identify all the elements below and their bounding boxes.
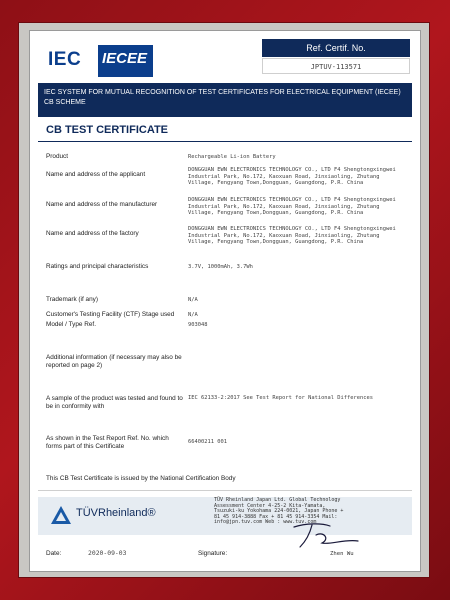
sample-conformity-value: IEC 62133-2:2017 See Test Report for National Differences: [188, 395, 373, 401]
tuv-triangle-icon: [50, 505, 72, 525]
iec-logo-text: IEC: [48, 49, 82, 70]
iec-logo: [40, 41, 150, 75]
certificate-paper: [29, 30, 421, 572]
applicant-value: DONGGUAN EWN ELECTRONICS TECHNOLOGY CO., LTD F4 Shengtongxingwei Industrial Park, No.172, Kaoxuan Road, Jinxiaoling, Zhutang Village, Fengyang Town,Dongguan, Guangdong, P.R. China: [188, 167, 396, 187]
tuv-rheinland-logo: TÜVRheinland®: [76, 507, 156, 519]
iecee-logo-text: IECEE: [102, 50, 148, 67]
date-value: 2020-09-03: [88, 549, 127, 557]
date-label: Date:: [46, 550, 62, 557]
handwritten-signature: [286, 519, 366, 551]
factory-label: Name and address of the factory: [46, 230, 139, 237]
signature-label: Signature:: [198, 550, 228, 557]
issued-by-text: This CB Test Certificate is issued by the National Certification Body: [46, 475, 236, 482]
model-value: 903048: [188, 322, 208, 328]
manufacturer-value: DONGGUAN EWN ELECTRONICS TECHNOLOGY CO., LTD F4 Shengtongxingwei Industrial Park, No.172, Kaoxuan Road, Jinxiaoling, Zhutang Village, Fengyang Town,Dongguan, Guangdong, P.R. China: [188, 197, 396, 217]
tuv-address: TÜV Rheinland Japan Ltd. Global Technology Assessment Center 4-25-2 Kita-Yamata, Tsuzuki-ku Yokohama 224-0021, Japan Phone + 81 45 914-3888 Fax + 81 45 914-3354 Mail: info@jpn.tuv.com Web : www.tuv.com: [214, 497, 344, 526]
ref-cert-label: Ref. Certif. No.: [262, 39, 410, 57]
applicant-label: Name and address of the applicant: [46, 171, 146, 178]
factory-value: DONGGUAN EWN ELECTRONICS TECHNOLOGY CO., LTD F4 Shengtongxingwei Industrial Park, No.172, Kaoxuan Road, Jinxiaoling, Zhutang Village, Fengyang Town,Dongguan, Guangdong, P.R. China: [188, 226, 396, 246]
sample-conformity-label: A sample of the product was tested and found to be in conformity with: [46, 395, 183, 410]
tuv-divider: [38, 490, 412, 491]
product-label: Product: [46, 153, 69, 160]
product-value: Rechargeable Li-ion Battery: [188, 154, 276, 160]
additional-info-label: Additional information (if necessary may also be reported on page 2): [46, 354, 182, 369]
certificate-title: CB TEST CERTIFICATE: [46, 124, 169, 136]
test-report-value: 66400211 001: [188, 439, 227, 445]
ctf-value: N/A: [188, 312, 198, 318]
ref-cert-value: JPTUV-113571: [262, 58, 410, 74]
signer-name: Zhen Wu: [330, 551, 354, 557]
manufacturer-label: Name and address of the manufacturer: [46, 201, 158, 208]
model-label: Model / Type Ref.: [46, 321, 96, 328]
title-rule: [38, 141, 412, 142]
trademark-label: Trademark (if any): [46, 296, 98, 303]
ctf-label: Customer's Testing Facility (CTF) Stage used: [46, 311, 175, 318]
test-report-label: As shown in the Test Report Ref. No. which forms part of this Certificate: [46, 435, 169, 450]
scheme-band-text: IEC SYSTEM FOR MUTUAL RECOGNITION OF TEST CERTIFICATES FOR ELECTRICAL EQUIPMENT (IECEE) CB SCHEME: [44, 89, 401, 106]
ratings-value: 3.7V, 1000mAh, 3.7Wh: [188, 264, 253, 270]
ratings-label: Ratings and principal characteristics: [46, 263, 149, 270]
trademark-value: N/A: [188, 297, 198, 303]
